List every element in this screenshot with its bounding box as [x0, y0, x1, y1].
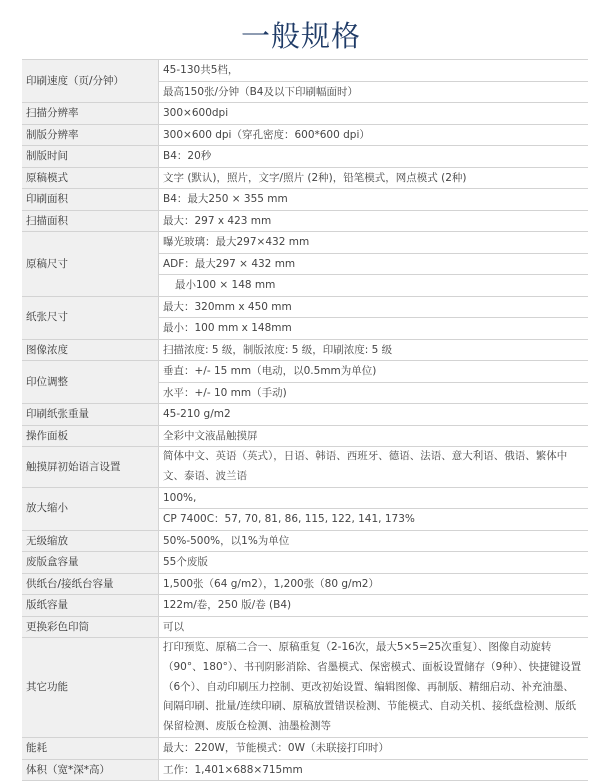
spec-key-print-speed: 印刷速度（页/分钟）: [22, 60, 159, 103]
spec-table: [22, 59, 588, 781]
spec-value-print-speed-1: 45-130共5档，: [159, 60, 589, 82]
table-row: [22, 530, 588, 552]
spec-key-master-capacity: 版纸容量: [22, 595, 159, 617]
spec-value-density: 扫描浓度: 5 级，制版浓度: 5 级，印刷浓度: 5 级: [159, 339, 589, 361]
table-row: [22, 189, 588, 211]
spec-value-zoom-2: CP 7400C：57, 70, 81, 86, 115, 122, 141, 173%: [159, 509, 589, 531]
spec-key-waste-box: 废版盒容量: [22, 552, 159, 574]
table-row: [22, 296, 588, 318]
table-row: [22, 759, 588, 781]
spec-value-color-drum: 可以: [159, 616, 589, 638]
table-row: [22, 361, 588, 383]
spec-key-zoom: 放大缩小: [22, 487, 159, 530]
table-row: [22, 552, 588, 574]
table-row: [22, 232, 588, 254]
spec-value-dimensions: 工作：1,401×688×715mm: [159, 759, 589, 781]
table-row: [22, 738, 588, 760]
spec-key-dimensions: 体积（宽*深*高）: [22, 759, 159, 781]
table-row: [22, 616, 588, 638]
spec-key-master-time: 制版时间: [22, 146, 159, 168]
spec-key-original-size: 原稿尺寸: [22, 232, 159, 297]
spec-value-power: 最大：220W，节能模式：0W（未联接打印时）: [159, 738, 589, 760]
table-row: [22, 487, 588, 509]
spec-value-zoom-1: 100%,: [159, 487, 589, 509]
page-title: 一般规格: [240, 19, 361, 53]
spec-key-master-resolution: 制版分辨率: [22, 124, 159, 146]
spec-key-languages: 触摸屏初始语言设置: [22, 447, 159, 488]
table-row: [22, 210, 588, 232]
table-row: [22, 124, 588, 146]
table-row: [22, 595, 588, 617]
spec-value-position-adjust-2: 水平：+/- 10 mm（手动): [159, 382, 589, 404]
spec-key-color-drum: 更换彩色印筒: [22, 616, 159, 638]
spec-value-master-time: B4：20秒: [159, 146, 589, 168]
spec-key-scan-area: 扫描面积: [22, 210, 159, 232]
spec-value-scan-area: 最大：297 x 423 mm: [159, 210, 589, 232]
spec-key-scan-resolution: 扫描分辨率: [22, 103, 159, 125]
spec-key-original-mode: 原稿模式: [22, 167, 159, 189]
table-row: [22, 339, 588, 361]
spec-value-original-size-3: 最小100 × 148 mm: [159, 275, 589, 297]
spec-value-languages: 简体中文、英语（英式），日语、韩语、西班牙、德语、法语、意大利语、俄语、繁体中文、泰语、波兰语: [159, 447, 589, 488]
spec-value-paper-size-1: 最大：320mm x 450 mm: [159, 296, 589, 318]
spec-value-original-mode: 文字 (默认)，照片，文字/照片 (2种)，铅笔模式，网点模式 (2种): [159, 167, 589, 189]
table-row: [22, 60, 588, 82]
spec-value-stepless-zoom: 50%-500%，以1%为单位: [159, 530, 589, 552]
spec-key-power: 能耗: [22, 738, 159, 760]
spec-value-print-area: B4：最大250 × 355 mm: [159, 189, 589, 211]
spec-key-print-area: 印刷面积: [22, 189, 159, 211]
spec-value-print-speed-2: 最高150张/分钟（B4及以下印刷幅面时）: [159, 81, 589, 103]
spec-key-density: 图像浓度: [22, 339, 159, 361]
spec-value-master-resolution: 300×600 dpi（穿孔密度：600*600 dpi）: [159, 124, 589, 146]
table-row: [22, 638, 588, 738]
spec-key-paper-size: 纸张尺寸: [22, 296, 159, 339]
table-row: [22, 425, 588, 447]
spec-key-tray-capacity: 供纸台/接纸台容量: [22, 573, 159, 595]
spec-value-other-functions: 打印预览、原稿二合一、原稿重复（2-16次，最大5×5=25次重复）、图像自动旋转（90°、180°）、书刊阴影消除、省墨模式、保密模式、面板设置储存（9种）、快捷键设置（6个）、自动印刷压力控制、更改初始设置、编辑图像、再制版、精细启动、补充油墨、间隔印刷、批量/连续印刷、原稿放置错误检测、节能模式、自动关机、接纸盘检测、版纸保留检测、废版仓检测、油墨检测等: [159, 638, 589, 738]
spec-key-position-adjust: 印位调整: [22, 361, 159, 404]
spec-key-stepless-zoom: 无级缩放: [22, 530, 159, 552]
spec-value-tray-capacity: 1,500张（64 g/m2），1,200张（80 g/m2）: [159, 573, 589, 595]
spec-value-paper-weight: 45-210 g/m2: [159, 404, 589, 426]
table-row: [22, 103, 588, 125]
spec-key-other-functions: 其它功能: [22, 638, 159, 738]
spec-value-original-size-1: 曝光玻璃：最大297×432 mm: [159, 232, 589, 254]
table-row: [22, 447, 588, 488]
table-row: [22, 404, 588, 426]
spec-value-waste-box: 55个废版: [159, 552, 589, 574]
spec-key-control-panel: 操作面板: [22, 425, 159, 447]
spec-value-master-capacity: 122m/卷，250 版/卷 (B4): [159, 595, 589, 617]
spec-value-paper-size-2: 最小：100 mm x 148mm: [159, 318, 589, 340]
table-row: [22, 573, 588, 595]
spec-value-control-panel: 全彩中文液晶触摸屏: [159, 425, 589, 447]
table-row: [22, 167, 588, 189]
spec-key-paper-weight: 印刷纸张重量: [22, 404, 159, 426]
table-row: [22, 146, 588, 168]
spec-value-scan-resolution: 300×600dpi: [159, 103, 589, 125]
spec-value-position-adjust-1: 垂直：+/- 15 mm（电动，以0.5mm为单位): [159, 361, 589, 383]
spec-value-original-size-2: ADF：最大297 × 432 mm: [159, 253, 589, 275]
